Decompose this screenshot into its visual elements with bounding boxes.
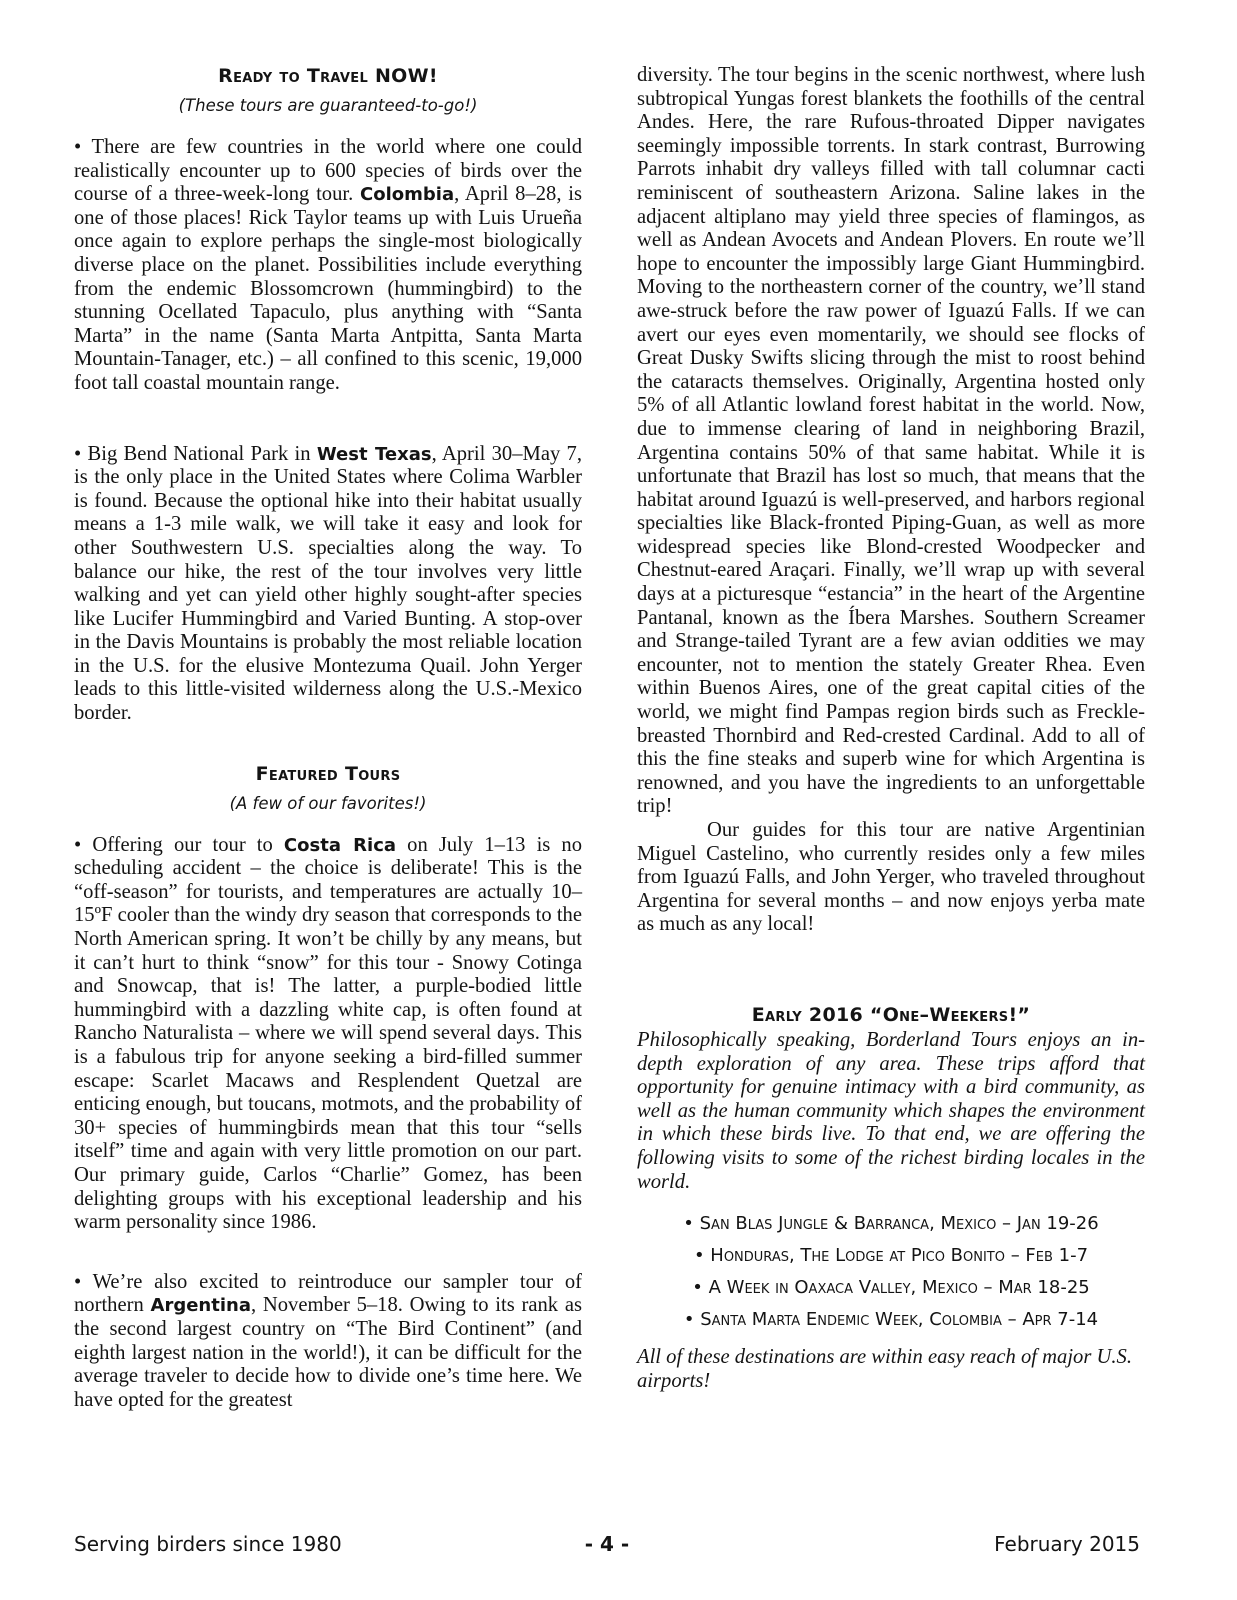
heading-one-weekers: Early 2016 “One–Weekers!” [751, 1003, 1031, 1026]
paragraph-argentina: • We’re also excited to reintroduce our sampler tour of northern Argentina, November 5–18. Owing to its rank as the second largest country on “The Bird Continent” (and eighth largest nation in the world!), it can be difficult for the average traveler to decide how to divide one’s time here. We have opted for the greatest [74, 1270, 582, 1411]
footer-date: February 2015 [994, 1532, 1140, 1556]
left-column [74, 64, 582, 1412]
paragraph-colombia: • There are few countries in the world where one could realistically encounter up to 600 species of birds over the course of a three-week-long tour. Colombia, April 8–28, is one of those places! Rick Taylor teams up with Luis Urueña once again to explore perhaps the single-most biologically diverse place on the planet. Possibilities include everything from the endemic Blossomcrown (hummingbird) to the stunning Ocellated Tapaculo, plus anything with “Santa Marta” in the name (Santa Marta Antpitta, Santa Marta Mountain-Tanager, etc.) – all confined to this scenic, 19,000 foot tall coastal mountain range. [74, 136, 583, 394]
page-footer [74, 1532, 1140, 1562]
subheading-favorites: (A few of our favorites!) [229, 793, 427, 813]
paragraph-one-weekers-intro: Philosophically speaking, Borderland Tours enjoys an in-depth exploration of any area. These trips afford that opportunity for genuine intimacy with a bird community, as well as the human community which shapes the environment in which these birds live. To that end, we are offering the following visits to some of the richest birding locales in the world. [637, 1028, 1145, 1193]
keyword-argentina: Argentina [150, 1295, 251, 1317]
page-number: - 4 - [584, 1532, 630, 1556]
heading-ready-to-travel: Ready to Travel NOW! [218, 65, 438, 87]
right-column [637, 64, 1145, 1393]
trip-item-oaxaca: • A Week in Oaxaca Valley, Mexico – Mar 18-25 [692, 1277, 1090, 1299]
paragraph-closing: All of these destinations are within easy reach of major U.S. airports! [637, 1346, 1132, 1392]
heading-featured-tours: Featured Tours [255, 762, 401, 785]
trip-item-honduras: • Honduras, The Lodge at Pico Bonito – Feb 1-7 [693, 1245, 1089, 1267]
subheading-guaranteed: (These tours are guaranteed-to-go!) [178, 96, 478, 115]
trip-item-santa-marta: • Santa Marta Endemic Week, Colombia – Apr 7-14 [683, 1309, 1099, 1331]
footer-tagline: Serving birders since 1980 [74, 1532, 342, 1556]
trip-list [637, 1208, 1145, 1336]
paragraph-guides: Our guides for this tour are native Argentinian Miguel Castelino, who currently resides only a few miles from Iguazú Falls, and John Yerger, who traveled throughout Argentina for several months – and now enjoys yerba mate as much as any local! [637, 819, 1145, 936]
paragraph-argentina-continued: diversity. The tour begins in the scenic northwest, where lush subtropical Yungas forest blankets the foothills of the central Andes. Here, the rare Rufous-throated Dipper navigates seemingly impossible torrents. In stark contrast, Burrowing Parrots inhabit dry valleys filled with tall columnar cacti reminiscent of southeastern Arizona. Saline lakes in the adjacent altiplano may yield three species of flamingos, as well as Andean Avocets and Andean Plovers. En route we’ll hope to encounter the impossibly large Giant Hummingbird. Moving to the northeastern corner of the country, we’ll stand awe-struck before the raw power of Iguazú Falls. If we can avert our eyes even momentarily, we should see flocks of Great Dusky Swifts slicing through the mist to roost behind the cataracts themselves. Originally, Argentina hosted only 5% of all Atlantic lowland forest habitat in the world. Now, due to immense clearing of land in neighboring Brazil, Argentina contains 50% of that same habitat. While it is unfortunate that Brazil has lost so much, that means that the habitat around Iguazú is well-preserved, and harbors regional specialties like Black-fronted Piping-Guan, as well as more widespread species like Blond-crested Woodpecker and Chestnut-eared Araçari. Finally, we’ll wrap up with several days at a picturesque “estancia” in the heart of the Argentine Pantanal, known as the Íbera Marshes. Southern Screamer and Strange-tailed Tyrant are a few avian oddities we may encounter, not to mention the stately Greater Rhea. Even within Buenos Aires, one of the great capital cities of the world, we might find Pampas region birds such as Freckle-breasted Thornbird and Red-crested Cardinal. Add to all of this the fine steaks and superb wine for which Argentina is renowned, and you have the ingredients to an unforgettable trip! [637, 64, 1145, 818]
paragraph-costa-rica: • Offering our tour to Costa Rica on July 1–13 is no scheduling accident – the choice is deliberate! This is the “off-season” for tourists, and temperatures are actually 10–15ºF cooler than the windy dry season that corresponds to the North American spring. It won’t be chilly by any means, but it can’t hurt to think “snow” for this tour - Snowy Cotinga and Snowcap, that is! The latter, a purple-bodied little hummingbird with a dazzling white cap, is often found at Rancho Naturalista – where we will spend several days. This is a fabulous trip for anyone seeking a bird-filled summer escape: Scarlet Macaws and Resplendent Quetzal are enticing enough, but toucans, motmots, and the probability of 30+ species of hummingbirds mean that this tour “sells itself” time and again with very little promotion on our part. Our primary guide, Carlos “Charlie” Gomez, has been delighting groups with his exceptional leadership and his warm personality since 1986. [74, 833, 583, 1234]
keyword-costa-rica: Costa Rica [283, 834, 397, 856]
trip-item-san-blas: • San Blas Jungle & Barranca, Mexico – Jan 19-26 [683, 1213, 1099, 1235]
keyword-colombia: Colombia [360, 184, 455, 206]
keyword-west-texas: West Texas [316, 443, 432, 465]
paragraph-west-texas: • Big Bend National Park in West Texas, April 30–May 7, is the only place in the United States where Colima Warbler is found. Because the optional hike into their habitat usually means a 1-3 mile walk, we will take it easy and look for other Southwestern U.S. specialties along the way. To balance our hike, the rest of the tour involves very little walking and yet can yield other highly sought-after species like Lucifer Hummingbird and Varied Bunting. A stop-over in the Davis Mountains is probably the most reliable location in the U.S. for the elusive Montezuma Quail. John Yerger leads to this little-visited wilderness along the U.S.-Mexico border. [74, 442, 582, 725]
